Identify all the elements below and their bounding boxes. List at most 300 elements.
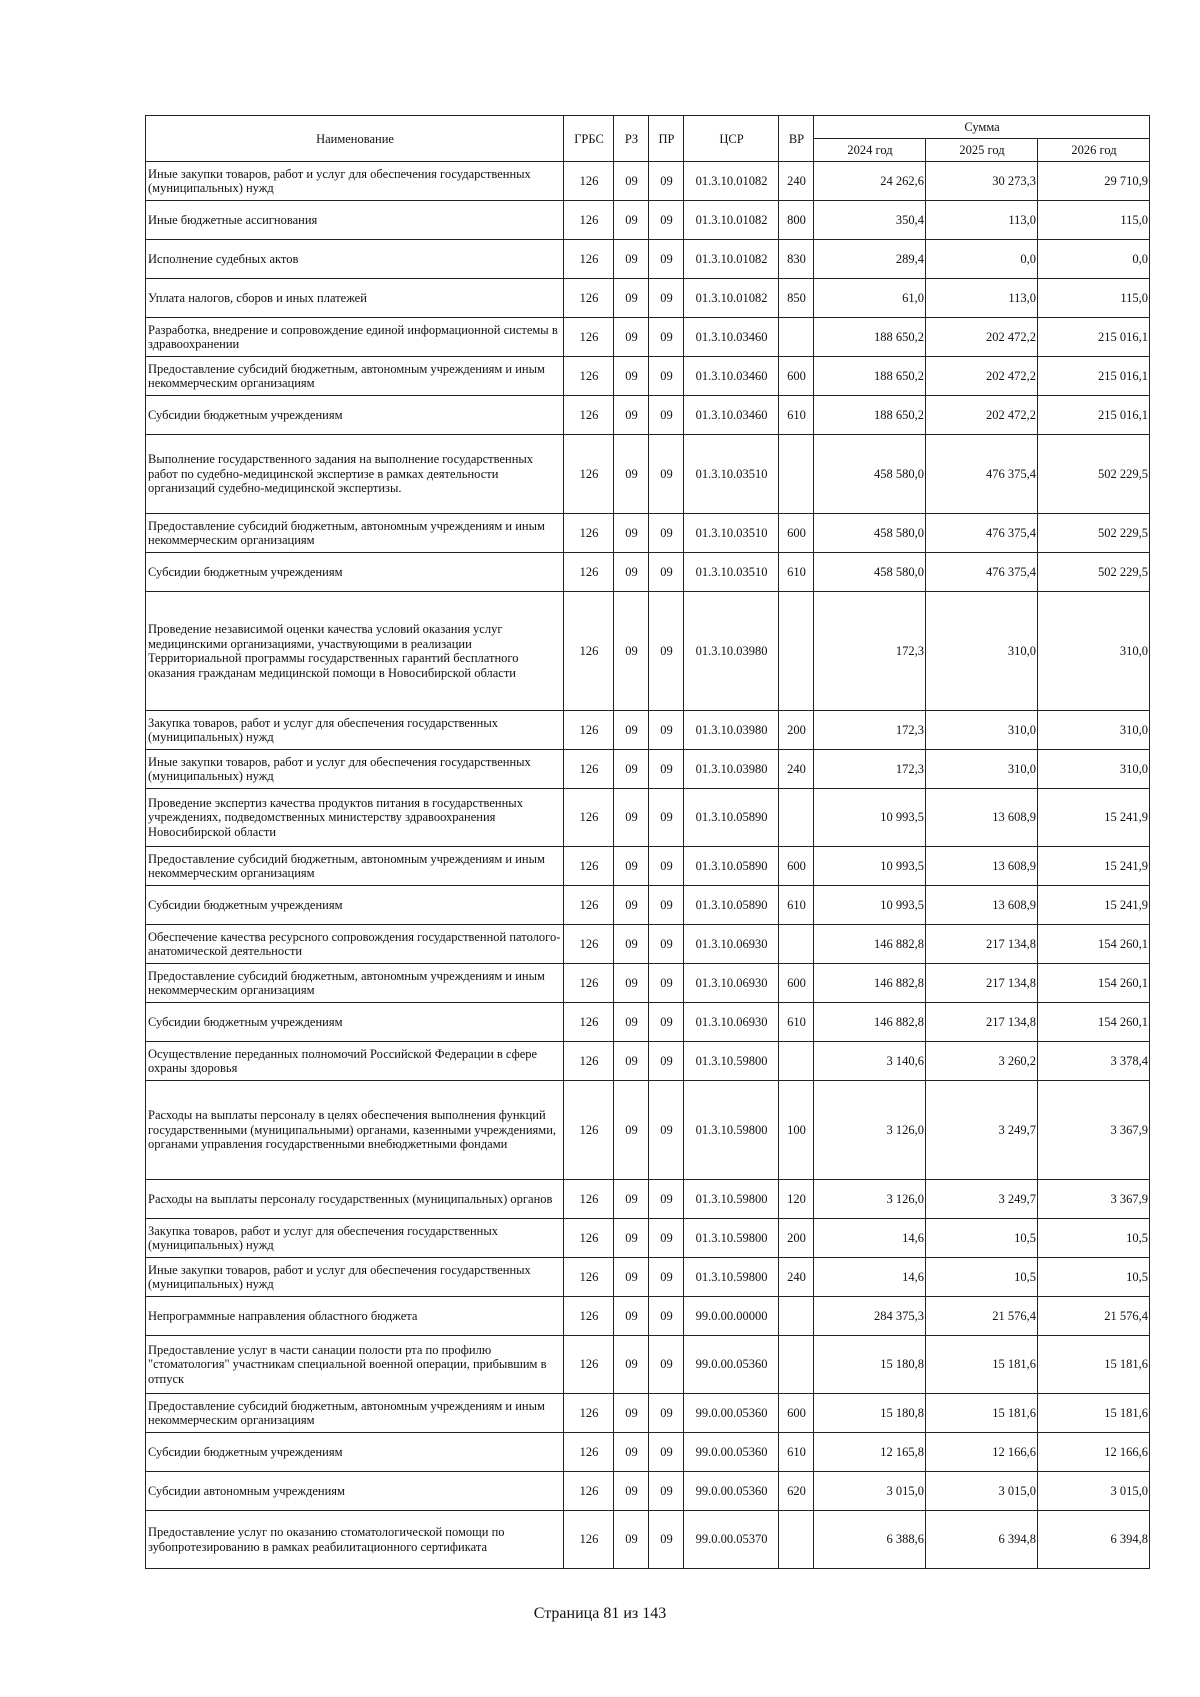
cell-rz: 09 xyxy=(614,201,649,240)
cell-sum-2026: 154 260,1 xyxy=(1038,964,1150,1003)
cell-sum-2025: 13 608,9 xyxy=(926,886,1038,925)
cell-vr xyxy=(779,789,814,847)
cell-vr: 240 xyxy=(779,1258,814,1297)
cell-sum-2025: 476 375,4 xyxy=(926,553,1038,592)
cell-grbs: 126 xyxy=(564,435,614,514)
cell-csr: 01.3.10.03460 xyxy=(684,318,779,357)
cell-vr xyxy=(779,318,814,357)
cell-sum-2025: 13 608,9 xyxy=(926,847,1038,886)
cell-sum-2026: 502 229,5 xyxy=(1038,435,1150,514)
cell-name: Обеспечение качества ресурсного сопровождения государственной патолого-анатомической деятельности xyxy=(146,925,564,964)
cell-pr: 09 xyxy=(649,1081,684,1180)
cell-csr: 99.0.00.05360 xyxy=(684,1433,779,1472)
header-year-2026: 2026 год xyxy=(1038,139,1150,162)
cell-vr: 610 xyxy=(779,886,814,925)
header-year-2024: 2024 год xyxy=(814,139,926,162)
table-row xyxy=(146,711,1150,750)
cell-rz: 09 xyxy=(614,1336,649,1394)
cell-sum-2024: 146 882,8 xyxy=(814,964,926,1003)
cell-csr: 01.3.10.03980 xyxy=(684,750,779,789)
cell-pr: 09 xyxy=(649,592,684,711)
cell-csr: 01.3.10.05890 xyxy=(684,886,779,925)
cell-name: Разработка, внедрение и сопровождение единой информационной системы в здравоохранении xyxy=(146,318,564,357)
cell-rz: 09 xyxy=(614,1180,649,1219)
cell-sum-2024: 6 388,6 xyxy=(814,1511,926,1569)
table-row xyxy=(146,318,1150,357)
cell-vr xyxy=(779,1042,814,1081)
cell-grbs: 126 xyxy=(564,789,614,847)
cell-sum-2025: 217 134,8 xyxy=(926,1003,1038,1042)
cell-csr: 01.3.10.01082 xyxy=(684,162,779,201)
cell-grbs: 126 xyxy=(564,1003,614,1042)
cell-vr: 610 xyxy=(779,1433,814,1472)
cell-rz: 09 xyxy=(614,1042,649,1081)
table-body xyxy=(146,162,1150,1569)
cell-name: Предоставление субсидий бюджетным, автономным учреждениям и иным некоммерческим организациям xyxy=(146,964,564,1003)
cell-vr: 200 xyxy=(779,1219,814,1258)
cell-vr: 610 xyxy=(779,1003,814,1042)
cell-rz: 09 xyxy=(614,592,649,711)
cell-name: Субсидии бюджетным учреждениям xyxy=(146,886,564,925)
cell-sum-2026: 15 241,9 xyxy=(1038,847,1150,886)
cell-sum-2026: 310,0 xyxy=(1038,592,1150,711)
cell-sum-2026: 154 260,1 xyxy=(1038,925,1150,964)
cell-sum-2026: 502 229,5 xyxy=(1038,514,1150,553)
header-pr: ПР xyxy=(649,116,684,162)
cell-sum-2026: 6 394,8 xyxy=(1038,1511,1150,1569)
cell-sum-2024: 146 882,8 xyxy=(814,1003,926,1042)
cell-rz: 09 xyxy=(614,1297,649,1336)
cell-grbs: 126 xyxy=(564,1394,614,1433)
cell-csr: 01.3.10.06930 xyxy=(684,964,779,1003)
cell-rz: 09 xyxy=(614,711,649,750)
cell-vr: 100 xyxy=(779,1081,814,1180)
header-sum: Сумма xyxy=(814,116,1150,139)
cell-sum-2026: 502 229,5 xyxy=(1038,553,1150,592)
cell-pr: 09 xyxy=(649,886,684,925)
cell-sum-2025: 217 134,8 xyxy=(926,925,1038,964)
cell-csr: 01.3.10.59800 xyxy=(684,1042,779,1081)
cell-sum-2024: 284 375,3 xyxy=(814,1297,926,1336)
cell-sum-2026: 115,0 xyxy=(1038,279,1150,318)
cell-sum-2024: 14,6 xyxy=(814,1219,926,1258)
cell-sum-2024: 14,6 xyxy=(814,1258,926,1297)
cell-pr: 09 xyxy=(649,1433,684,1472)
cell-csr: 01.3.10.03510 xyxy=(684,514,779,553)
cell-sum-2025: 10,5 xyxy=(926,1258,1038,1297)
cell-name: Субсидии бюджетным учреждениям xyxy=(146,1003,564,1042)
cell-csr: 01.3.10.01082 xyxy=(684,201,779,240)
cell-sum-2025: 6 394,8 xyxy=(926,1511,1038,1569)
cell-name: Предоставление услуг по оказанию стоматологической помощи по зубопротезированию в рамках реабилитационного сертификата xyxy=(146,1511,564,1569)
cell-name: Расходы на выплаты персоналу государственных (муниципальных) органов xyxy=(146,1180,564,1219)
cell-grbs: 126 xyxy=(564,1511,614,1569)
cell-rz: 09 xyxy=(614,1511,649,1569)
cell-grbs: 126 xyxy=(564,886,614,925)
cell-sum-2026: 15 181,6 xyxy=(1038,1394,1150,1433)
cell-grbs: 126 xyxy=(564,1433,614,1472)
cell-sum-2024: 146 882,8 xyxy=(814,925,926,964)
cell-name: Иные бюджетные ассигнования xyxy=(146,201,564,240)
cell-name: Иные закупки товаров, работ и услуг для обеспечения государственных (муниципальных) нужд xyxy=(146,750,564,789)
cell-csr: 01.3.10.06930 xyxy=(684,925,779,964)
cell-grbs: 126 xyxy=(564,396,614,435)
cell-grbs: 126 xyxy=(564,1180,614,1219)
table-row xyxy=(146,925,1150,964)
cell-vr: 600 xyxy=(779,357,814,396)
cell-name: Осуществление переданных полномочий Российской Федерации в сфере охраны здоровья xyxy=(146,1042,564,1081)
cell-sum-2025: 310,0 xyxy=(926,750,1038,789)
cell-grbs: 126 xyxy=(564,357,614,396)
cell-sum-2024: 188 650,2 xyxy=(814,357,926,396)
cell-vr: 600 xyxy=(779,514,814,553)
cell-sum-2024: 10 993,5 xyxy=(814,789,926,847)
cell-sum-2024: 289,4 xyxy=(814,240,926,279)
table-row xyxy=(146,1394,1150,1433)
cell-name: Субсидии автономным учреждениям xyxy=(146,1472,564,1511)
table-row xyxy=(146,1219,1150,1258)
cell-sum-2024: 3 015,0 xyxy=(814,1472,926,1511)
table-row xyxy=(146,435,1150,514)
cell-vr: 620 xyxy=(779,1472,814,1511)
cell-sum-2026: 154 260,1 xyxy=(1038,1003,1150,1042)
cell-vr xyxy=(779,925,814,964)
cell-sum-2025: 202 472,2 xyxy=(926,396,1038,435)
cell-grbs: 126 xyxy=(564,964,614,1003)
cell-rz: 09 xyxy=(614,847,649,886)
cell-grbs: 126 xyxy=(564,514,614,553)
cell-sum-2026: 21 576,4 xyxy=(1038,1297,1150,1336)
cell-name: Предоставление субсидий бюджетным, автономным учреждениям и иным некоммерческим организациям xyxy=(146,1394,564,1433)
cell-sum-2026: 3 367,9 xyxy=(1038,1180,1150,1219)
cell-sum-2025: 217 134,8 xyxy=(926,964,1038,1003)
cell-csr: 01.3.10.59800 xyxy=(684,1258,779,1297)
cell-sum-2024: 3 126,0 xyxy=(814,1081,926,1180)
cell-sum-2026: 12 166,6 xyxy=(1038,1433,1150,1472)
cell-sum-2025: 113,0 xyxy=(926,279,1038,318)
cell-name: Предоставление услуг в части санации полости рта по профилю "стоматология" участникам специальной военной операции, прибывшим в отпуск xyxy=(146,1336,564,1394)
cell-rz: 09 xyxy=(614,1472,649,1511)
cell-name: Исполнение судебных актов xyxy=(146,240,564,279)
table-header xyxy=(146,116,1150,162)
cell-pr: 09 xyxy=(649,318,684,357)
table-row xyxy=(146,240,1150,279)
cell-vr: 830 xyxy=(779,240,814,279)
cell-sum-2025: 310,0 xyxy=(926,592,1038,711)
cell-sum-2024: 172,3 xyxy=(814,711,926,750)
cell-sum-2025: 3 249,7 xyxy=(926,1180,1038,1219)
cell-sum-2024: 458 580,0 xyxy=(814,435,926,514)
cell-sum-2026: 3 367,9 xyxy=(1038,1081,1150,1180)
cell-name: Субсидии бюджетным учреждениям xyxy=(146,553,564,592)
table-row xyxy=(146,964,1150,1003)
cell-vr xyxy=(779,1297,814,1336)
cell-csr: 01.3.10.05890 xyxy=(684,789,779,847)
table-row xyxy=(146,279,1150,318)
cell-name: Закупка товаров, работ и услуг для обеспечения государственных (муниципальных) нужд xyxy=(146,1219,564,1258)
header-rz: РЗ xyxy=(614,116,649,162)
cell-grbs: 126 xyxy=(564,925,614,964)
cell-vr xyxy=(779,435,814,514)
cell-vr: 200 xyxy=(779,711,814,750)
cell-csr: 99.0.00.05360 xyxy=(684,1472,779,1511)
cell-sum-2024: 172,3 xyxy=(814,750,926,789)
cell-grbs: 126 xyxy=(564,553,614,592)
table-row xyxy=(146,750,1150,789)
cell-csr: 01.3.10.59800 xyxy=(684,1180,779,1219)
cell-sum-2025: 15 181,6 xyxy=(926,1394,1038,1433)
cell-rz: 09 xyxy=(614,162,649,201)
cell-rz: 09 xyxy=(614,435,649,514)
cell-grbs: 126 xyxy=(564,279,614,318)
table-row xyxy=(146,1258,1150,1297)
cell-pr: 09 xyxy=(649,1472,684,1511)
cell-sum-2024: 458 580,0 xyxy=(814,553,926,592)
cell-csr: 99.0.00.05370 xyxy=(684,1511,779,1569)
cell-sum-2024: 24 262,6 xyxy=(814,162,926,201)
cell-sum-2026: 29 710,9 xyxy=(1038,162,1150,201)
cell-pr: 09 xyxy=(649,514,684,553)
cell-name: Выполнение государственного задания на выполнение государственных работ по судебно-медицинской экспертизе в рамках деятельности организаций судебно-медицинской экспертизы. xyxy=(146,435,564,514)
cell-grbs: 126 xyxy=(564,318,614,357)
cell-name: Уплата налогов, сборов и иных платежей xyxy=(146,279,564,318)
cell-sum-2026: 3 378,4 xyxy=(1038,1042,1150,1081)
cell-rz: 09 xyxy=(614,789,649,847)
cell-grbs: 126 xyxy=(564,162,614,201)
cell-vr: 600 xyxy=(779,847,814,886)
cell-name: Субсидии бюджетным учреждениям xyxy=(146,1433,564,1472)
cell-pr: 09 xyxy=(649,396,684,435)
cell-rz: 09 xyxy=(614,1433,649,1472)
cell-sum-2025: 113,0 xyxy=(926,201,1038,240)
cell-sum-2025: 476 375,4 xyxy=(926,435,1038,514)
cell-sum-2025: 10,5 xyxy=(926,1219,1038,1258)
cell-grbs: 126 xyxy=(564,1336,614,1394)
cell-sum-2025: 202 472,2 xyxy=(926,357,1038,396)
table-row xyxy=(146,1297,1150,1336)
cell-sum-2024: 3 140,6 xyxy=(814,1042,926,1081)
cell-sum-2024: 10 993,5 xyxy=(814,847,926,886)
cell-csr: 01.3.10.03510 xyxy=(684,435,779,514)
cell-sum-2026: 0,0 xyxy=(1038,240,1150,279)
cell-grbs: 126 xyxy=(564,592,614,711)
cell-pr: 09 xyxy=(649,357,684,396)
cell-csr: 01.3.10.03460 xyxy=(684,396,779,435)
cell-sum-2024: 15 180,8 xyxy=(814,1336,926,1394)
cell-sum-2024: 350,4 xyxy=(814,201,926,240)
cell-rz: 09 xyxy=(614,1258,649,1297)
cell-pr: 09 xyxy=(649,201,684,240)
cell-csr: 01.3.10.06930 xyxy=(684,1003,779,1042)
cell-name: Предоставление субсидий бюджетным, автономным учреждениям и иным некоммерческим организациям xyxy=(146,847,564,886)
cell-vr: 600 xyxy=(779,964,814,1003)
cell-pr: 09 xyxy=(649,162,684,201)
cell-vr xyxy=(779,1511,814,1569)
cell-pr: 09 xyxy=(649,1297,684,1336)
cell-rz: 09 xyxy=(614,1081,649,1180)
cell-grbs: 126 xyxy=(564,711,614,750)
table-row xyxy=(146,789,1150,847)
cell-name: Расходы на выплаты персоналу в целях обеспечения выполнения функций государственными (муниципальными) органами, казенными учреждениями, органами управления государственными внебюджетными фондами xyxy=(146,1081,564,1180)
cell-sum-2026: 15 241,9 xyxy=(1038,886,1150,925)
cell-name: Непрограммные направления областного бюджета xyxy=(146,1297,564,1336)
cell-grbs: 126 xyxy=(564,240,614,279)
cell-grbs: 126 xyxy=(564,750,614,789)
cell-sum-2024: 10 993,5 xyxy=(814,886,926,925)
cell-rz: 09 xyxy=(614,1394,649,1433)
table-row xyxy=(146,162,1150,201)
cell-pr: 09 xyxy=(649,1003,684,1042)
cell-sum-2026: 15 181,6 xyxy=(1038,1336,1150,1394)
cell-pr: 09 xyxy=(649,553,684,592)
cell-vr xyxy=(779,1336,814,1394)
cell-pr: 09 xyxy=(649,435,684,514)
cell-csr: 01.3.10.03460 xyxy=(684,357,779,396)
cell-sum-2025: 3 249,7 xyxy=(926,1081,1038,1180)
table-row xyxy=(146,396,1150,435)
cell-sum-2025: 21 576,4 xyxy=(926,1297,1038,1336)
cell-csr: 01.3.10.03980 xyxy=(684,592,779,711)
page-number: Страница 81 из 143 xyxy=(533,1605,667,1622)
cell-pr: 09 xyxy=(649,1042,684,1081)
cell-grbs: 126 xyxy=(564,201,614,240)
cell-csr: 01.3.10.01082 xyxy=(684,279,779,318)
cell-sum-2024: 188 650,2 xyxy=(814,318,926,357)
cell-pr: 09 xyxy=(649,1336,684,1394)
cell-pr: 09 xyxy=(649,1394,684,1433)
cell-sum-2025: 310,0 xyxy=(926,711,1038,750)
cell-grbs: 126 xyxy=(564,1042,614,1081)
cell-pr: 09 xyxy=(649,711,684,750)
table-row xyxy=(146,201,1150,240)
cell-sum-2026: 10,5 xyxy=(1038,1258,1150,1297)
cell-sum-2026: 15 241,9 xyxy=(1038,789,1150,847)
cell-name: Проведение экспертиз качества продуктов питания в государственных учреждениях, подведомственных министерству здравоохранения Новосибирской области xyxy=(146,789,564,847)
cell-pr: 09 xyxy=(649,1258,684,1297)
cell-rz: 09 xyxy=(614,964,649,1003)
cell-sum-2025: 12 166,6 xyxy=(926,1433,1038,1472)
cell-sum-2025: 3 015,0 xyxy=(926,1472,1038,1511)
cell-csr: 01.3.10.03980 xyxy=(684,711,779,750)
cell-pr: 09 xyxy=(649,279,684,318)
header-name: Наименование xyxy=(146,116,564,162)
cell-pr: 09 xyxy=(649,847,684,886)
cell-name: Закупка товаров, работ и услуг для обеспечения государственных (муниципальных) нужд xyxy=(146,711,564,750)
table-row xyxy=(146,514,1150,553)
cell-vr: 120 xyxy=(779,1180,814,1219)
cell-pr: 09 xyxy=(649,1219,684,1258)
cell-rz: 09 xyxy=(614,396,649,435)
cell-name: Иные закупки товаров, работ и услуг для обеспечения государственных (муниципальных) нужд xyxy=(146,162,564,201)
cell-csr: 01.3.10.59800 xyxy=(684,1219,779,1258)
table-row xyxy=(146,1511,1150,1569)
header-vr: ВР xyxy=(779,116,814,162)
cell-sum-2026: 115,0 xyxy=(1038,201,1150,240)
cell-rz: 09 xyxy=(614,553,649,592)
cell-vr: 610 xyxy=(779,553,814,592)
cell-sum-2026: 310,0 xyxy=(1038,750,1150,789)
cell-csr: 99.0.00.05360 xyxy=(684,1336,779,1394)
cell-rz: 09 xyxy=(614,1003,649,1042)
cell-vr: 850 xyxy=(779,279,814,318)
table-row xyxy=(146,1336,1150,1394)
table-row xyxy=(146,1081,1150,1180)
cell-vr: 240 xyxy=(779,162,814,201)
cell-sum-2024: 3 126,0 xyxy=(814,1180,926,1219)
cell-sum-2025: 3 260,2 xyxy=(926,1042,1038,1081)
table-row xyxy=(146,1472,1150,1511)
cell-csr: 01.3.10.01082 xyxy=(684,240,779,279)
cell-grbs: 126 xyxy=(564,1219,614,1258)
cell-sum-2024: 458 580,0 xyxy=(814,514,926,553)
table-row xyxy=(146,1180,1150,1219)
cell-grbs: 126 xyxy=(564,847,614,886)
cell-grbs: 126 xyxy=(564,1081,614,1180)
cell-sum-2026: 215 016,1 xyxy=(1038,396,1150,435)
cell-rz: 09 xyxy=(614,318,649,357)
cell-sum-2025: 15 181,6 xyxy=(926,1336,1038,1394)
cell-grbs: 126 xyxy=(564,1472,614,1511)
cell-pr: 09 xyxy=(649,925,684,964)
table-row xyxy=(146,553,1150,592)
table-row xyxy=(146,592,1150,711)
cell-vr: 610 xyxy=(779,396,814,435)
cell-pr: 09 xyxy=(649,750,684,789)
budget-table xyxy=(145,115,1150,1569)
table-row xyxy=(146,847,1150,886)
cell-sum-2025: 476 375,4 xyxy=(926,514,1038,553)
cell-rz: 09 xyxy=(614,886,649,925)
cell-pr: 09 xyxy=(649,964,684,1003)
table-row xyxy=(146,886,1150,925)
cell-rz: 09 xyxy=(614,240,649,279)
cell-rz: 09 xyxy=(614,1219,649,1258)
header-year-2025: 2025 год xyxy=(926,139,1038,162)
cell-vr: 600 xyxy=(779,1394,814,1433)
cell-sum-2024: 61,0 xyxy=(814,279,926,318)
cell-name: Предоставление субсидий бюджетным, автономным учреждениям и иным некоммерческим организациям xyxy=(146,357,564,396)
table-row xyxy=(146,1042,1150,1081)
cell-rz: 09 xyxy=(614,357,649,396)
cell-name: Иные закупки товаров, работ и услуг для обеспечения государственных (муниципальных) нужд xyxy=(146,1258,564,1297)
cell-pr: 09 xyxy=(649,1180,684,1219)
cell-sum-2026: 215 016,1 xyxy=(1038,318,1150,357)
cell-name: Субсидии бюджетным учреждениям xyxy=(146,396,564,435)
cell-sum-2026: 215 016,1 xyxy=(1038,357,1150,396)
cell-grbs: 126 xyxy=(564,1258,614,1297)
cell-csr: 99.0.00.00000 xyxy=(684,1297,779,1336)
cell-sum-2024: 15 180,8 xyxy=(814,1394,926,1433)
cell-csr: 99.0.00.05360 xyxy=(684,1394,779,1433)
header-grbs: ГРБС xyxy=(564,116,614,162)
cell-csr: 01.3.10.03510 xyxy=(684,553,779,592)
table-row xyxy=(146,357,1150,396)
cell-vr: 800 xyxy=(779,201,814,240)
cell-csr: 01.3.10.59800 xyxy=(684,1081,779,1180)
cell-sum-2025: 202 472,2 xyxy=(926,318,1038,357)
cell-sum-2026: 10,5 xyxy=(1038,1219,1150,1258)
cell-sum-2025: 0,0 xyxy=(926,240,1038,279)
cell-rz: 09 xyxy=(614,279,649,318)
cell-rz: 09 xyxy=(614,750,649,789)
cell-sum-2026: 3 015,0 xyxy=(1038,1472,1150,1511)
cell-csr: 01.3.10.05890 xyxy=(684,847,779,886)
cell-sum-2024: 172,3 xyxy=(814,592,926,711)
table-row xyxy=(146,1433,1150,1472)
cell-sum-2024: 188 650,2 xyxy=(814,396,926,435)
cell-pr: 09 xyxy=(649,240,684,279)
cell-vr xyxy=(779,592,814,711)
